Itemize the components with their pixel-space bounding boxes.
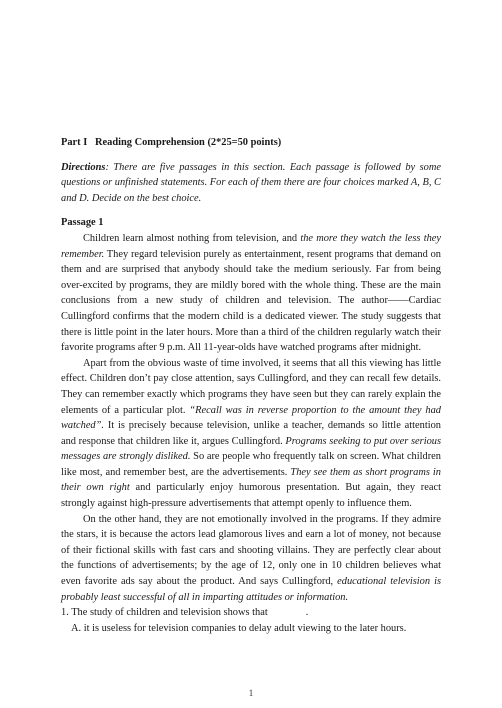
directions bbox=[61, 160, 441, 207]
directions-text: : There are five passages in this section. Each passage is followed by some questions or unfinished statements. For each of them there are four choices marked A, B, C and D. Decide on the best choice. bbox=[61, 161, 441, 204]
directions-label: Directions bbox=[61, 161, 106, 173]
page-number: 1 bbox=[248, 688, 254, 698]
question-1-stem: 1. The study of children and television shows that bbox=[61, 607, 268, 619]
passage-title: Passage 1 bbox=[61, 217, 104, 229]
paragraph-2 bbox=[61, 356, 441, 512]
question-1 bbox=[61, 605, 441, 621]
part-title: Part I Reading Comprehension (2*25=50 points) bbox=[61, 137, 282, 148]
question-1-option-a: A. it is useless for television companies to delay adult viewing to the later hours. bbox=[71, 622, 407, 634]
p1-text-2: They regard television purely as entertainment, resent programs that demand on them and are surprised that anybody should take the medium seriously. Far from being over-excited by programs, they are mildly bored with the whole thing. These are the main conclusions from a new study of children and television. The author——Cardiac Cullingford confirms that the modern child is a dedicated viewer. The study suggests that there is little point in the later hours. More than a third of the children regularly watch their favorite programs after 9 p.m. All 11-year-olds have watched programs after midnight. bbox=[61, 248, 441, 354]
p1-text-1: Children learn almost nothing from television, and bbox=[83, 232, 301, 244]
p2-text-4: and particularly enjoy humorous presentation. But again, they react strongly against high-pressure advertisements that attempt openly to influence them. bbox=[61, 482, 441, 510]
p2-italic-3: They see them as short programs in their own right bbox=[61, 466, 442, 494]
page-content bbox=[61, 135, 441, 636]
paragraph-3 bbox=[61, 512, 441, 606]
p3-italic-1: educational television is probably least successful of all in imparting attitudes or information. bbox=[61, 576, 441, 603]
p2-italic-1: “Recall was in reverse proportion to the amount they had watched”. bbox=[61, 404, 441, 432]
p2-text-1: Apart from the obvious waste of time involved, it seems that all this viewing has little effect. Children don’t pay close attention, says Cullingford, and they can recall few details. They can remember exactly which programs they have seen but they can rarely explain the elements of a particular plot. bbox=[61, 357, 441, 416]
p2-italic-2: Programs seeking to put over serious messages are strongly disliked. bbox=[61, 435, 442, 463]
p1-italic-1: the more they watch the less they remember. bbox=[61, 232, 441, 260]
p2-text-2: It is precisely because television, unlike a teacher, demands so little attention and response that children like it, argues Cullingford. bbox=[61, 420, 441, 447]
p2-text-3: So are people who frequently talk on screen. What children like most, and remember best, are the advertisements. bbox=[61, 451, 441, 478]
question-1-end: . bbox=[305, 607, 309, 619]
paragraph-1 bbox=[61, 231, 441, 356]
p3-text-1: On the other hand, they are not emotionally involved in the programs. If they admire the stars, it is because the actors lead glamorous lives and earn a lot of money, not because of their fictional skills with fast cars and shooting villains. They are perfectly clear about the functions of advertisements; by the age of 12, only one in 10 children believes what even favorite ads say about the product. And says Cullingford, bbox=[61, 513, 441, 588]
